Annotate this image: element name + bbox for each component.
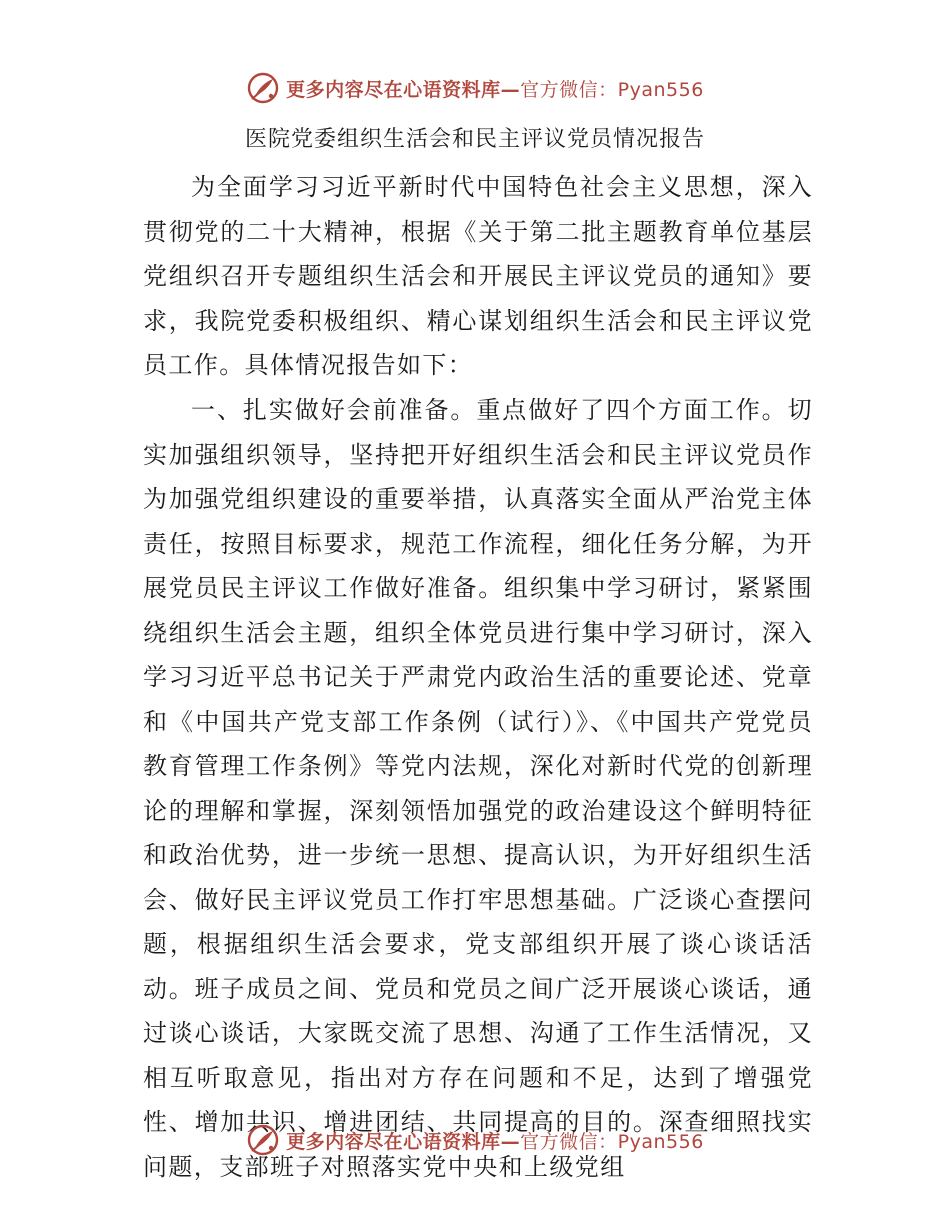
body-paragraph: [143, 165, 813, 388]
footer-banner: [0, 1120, 950, 1160]
banner-text: [286, 1127, 704, 1154]
banner-text: [286, 75, 704, 102]
banner-wechat-text: 官方微信：Pyan556: [520, 78, 704, 101]
paragraph-intro: 为全面学习习近平新时代中国特色社会主义思想，深入贯彻党的二十大精神，根据《关于第二批主题教育单位基层党组织召开专题组织生活会和开展民主评议党员的通知》要求，我院党委积极组织、精心谋划组织生活会和民主评议党员工作。具体情况报告如下：: [143, 173, 813, 379]
body-paragraph: [143, 388, 813, 1189]
feather-pen-logo-icon: [246, 71, 280, 105]
banner-library-text: 更多内容尽在心语资料库—: [286, 1130, 521, 1153]
banner-wechat-text: 官方微信：Pyan556: [520, 1130, 704, 1153]
feather-pen-logo-icon: [246, 1123, 280, 1157]
header-banner: [0, 68, 950, 108]
paragraph-section-one: 一、扎实做好会前准备。重点做好了四个方面工作。切实加强组织领导，坚持把开好组织生活会和民主评议党员作为加强党组织建设的重要举措，认真落实全面从严治党主体责任，按照目标要求，规范工作流程，细化任务分解，为开展党员民主评议工作做好准备。组织集中学习研讨，紧紧围绕组织生活会主题，组织全体党员进行集中学习研讨，深入学习习近平总书记关于严肃党内政治生活的重要论述、党章和《中国共产党支部工作条例（试行）》、《中国共产党党员教育管理工作条例》等党内法规，深化对新时代党的创新理论的理解和掌握，深刻领悟加强党的政治建设这个鲜明特征和政治优势，进一步统一思想、提高认识，为开好组织生活会、做好民主评议党员工作打牢思想基础。广泛谈心查摆问题，根据组织生活会要求，党支部组织开展了谈心谈话活动。班子成员之间、党员和党员之间广泛开展谈心谈话，通过谈心谈话，大家既交流了思想、沟通了工作生活情况，又相互听取意见，指出对方存在问题和不足，达到了增强党性、增加共识、增进团结、共同提高的目的。深查细照找实问题，支部班子对照落实党中央和上级党组: [143, 396, 813, 1181]
banner-library-text: 更多内容尽在心语资料库—: [286, 78, 521, 101]
document-title: 医院党委组织生活会和民主评议党员情况报告: [244, 127, 705, 152]
